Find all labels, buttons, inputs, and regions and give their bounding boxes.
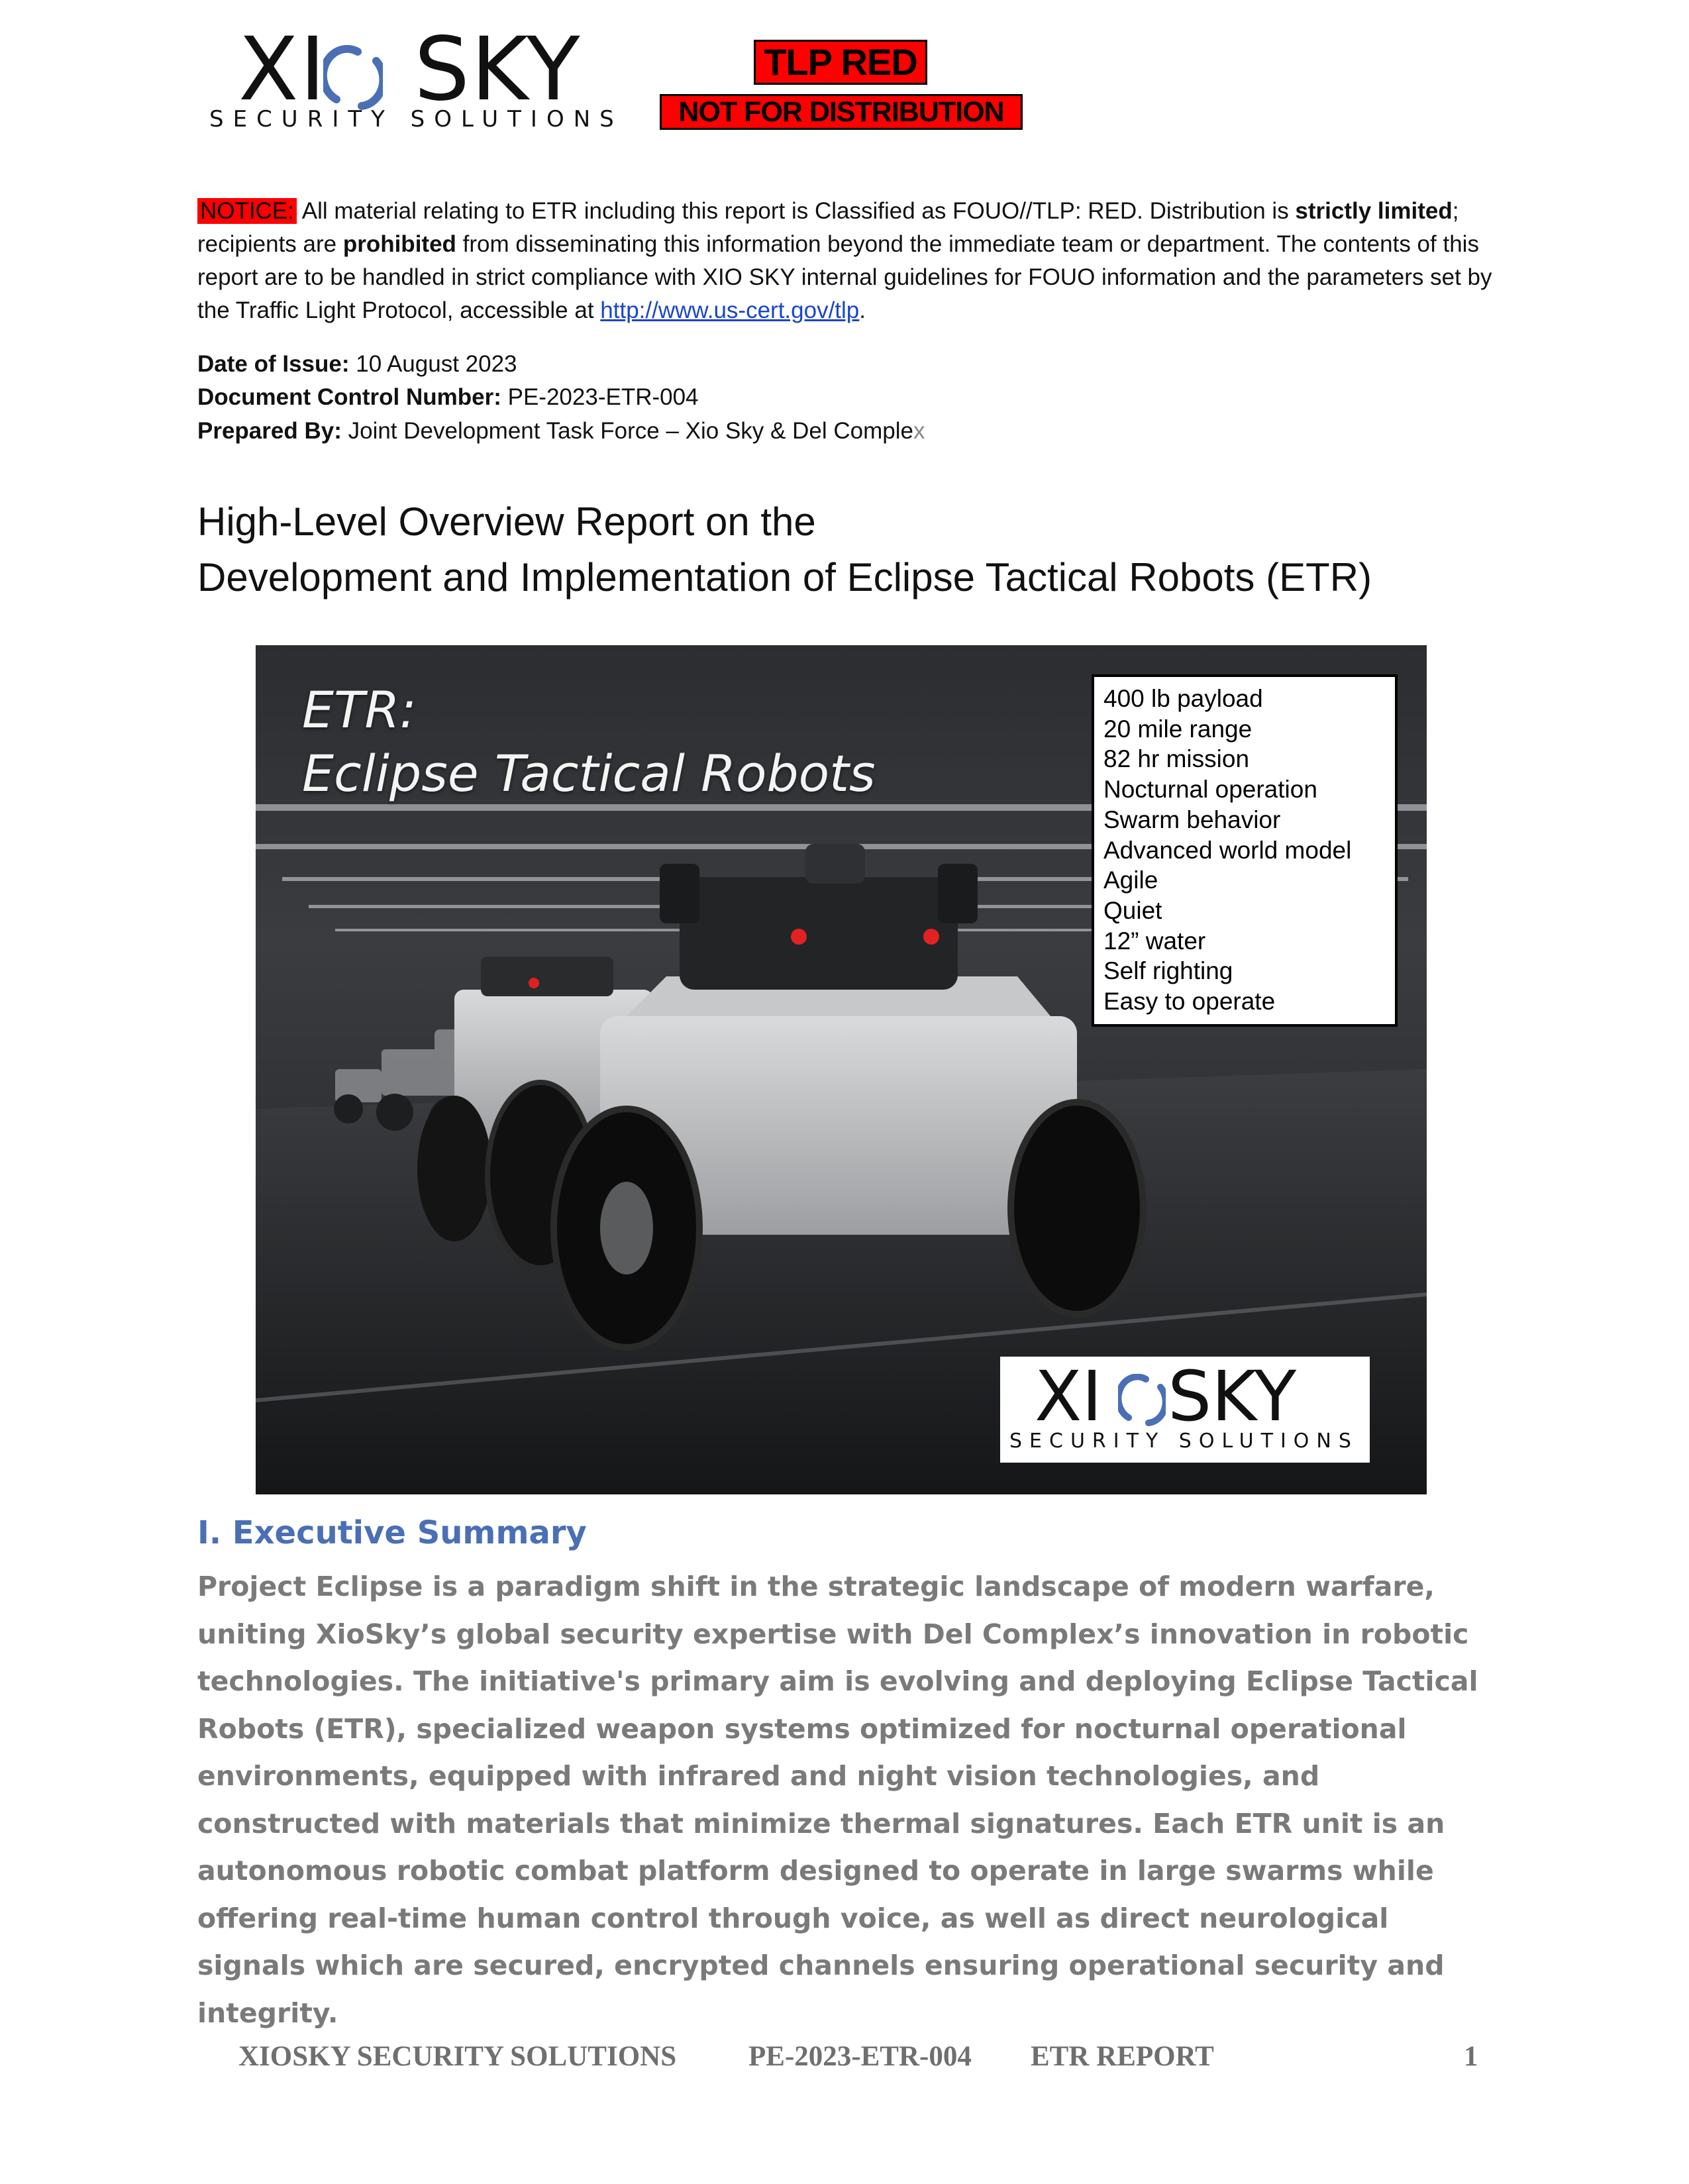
footer-page-number: 1 (1464, 2041, 1478, 2072)
date-of-issue: Date of Issue: 10 August 2023 (197, 351, 517, 377)
executive-summary-heading: I. Executive Summary (197, 1514, 587, 1551)
spec-item: Self righting (1103, 957, 1233, 985)
etr-hero-image (256, 645, 1427, 1494)
report-title (197, 494, 1522, 605)
hero-xiosky-logo (1000, 1357, 1370, 1463)
hero-title (302, 678, 876, 806)
hero-title-line-2: Eclipse Tactical Robots (302, 744, 876, 803)
not-for-distribution-badge: NOT FOR DISTRIBUTION (660, 94, 1023, 130)
spec-item: 400 lb payload (1103, 685, 1263, 712)
spec-item: 12” water (1103, 927, 1206, 955)
logo-wordmark: XI SKY (238, 19, 582, 121)
spec-item: Swarm behavior (1103, 806, 1281, 833)
prepared-by: Prepared By: Joint Development Task Force – Xio Sky & Del Complex (197, 418, 925, 444)
tlp-red-badge: TLP RED (754, 40, 927, 85)
notice-text-4: . (859, 297, 866, 323)
spec-item: Advanced world model (1103, 836, 1352, 864)
tlp-link[interactable]: http://www.us-cert.gov/tlp (600, 297, 860, 323)
notice-bold-2: prohibited (342, 231, 456, 257)
notice-text-3: from disseminating this information beyond the immediate team or department. The contents of this report are to be handled in strict compliance with XIO SKY internal guidelines for FOUO information and the parameters set by the Traffic Light Protocol, accessible at (197, 231, 1492, 323)
notice-text-1: All material relating to ETR including this report is Classified as FOUO//TLP: RED. Distribution is (296, 198, 1296, 224)
xiosky-logo (205, 19, 623, 139)
spec-list-box (1092, 674, 1398, 1027)
executive-summary-body: Project Eclipse is a paradigm shift in the strategic landscape of modern warfare, uniting XioSky’s global security expertise with Del Complex’s innovation in robotic technologies. The initiative's primary aim is evolving and deploying Eclipse Tactical Robots (ETR), specialized weapon systems optimized for nocturnal operational environments, equipped with infrared and night vision technologies, and constructed with materials that minimize thermal signatures. Each ETR unit is an autonomous robotic combat platform designed to operate in large swarms while offering real-time human control through voice, as well as direct neurological signals which are secured, encrypted channels ensuring operational security and integrity. (197, 1571, 1478, 2029)
notice-text-2: ; recipients are (197, 198, 1459, 257)
notice-bold-1: strictly limited (1295, 198, 1453, 224)
footer-report: ETR REPORT (1031, 2041, 1214, 2072)
hero-title-line-1: ETR: (302, 680, 417, 739)
spec-item: Agile (1103, 866, 1158, 894)
spec-item: 20 mile range (1103, 715, 1253, 743)
report-title-line-2: Development and Implementation of Eclipse Tactical Robots (ETR) (197, 555, 1372, 599)
spec-item: Quiet (1103, 896, 1162, 924)
logo-subtitle: SECURITY SOLUTIONS (209, 106, 623, 132)
notice-paragraph (197, 195, 1496, 327)
footer-company: XIOSKY SECURITY SOLUTIONS (238, 2041, 677, 2072)
logo-ring-icon (323, 45, 383, 111)
spec-item: Nocturnal operation (1103, 776, 1317, 804)
hero-logo-ring-icon (1118, 1374, 1166, 1428)
notice-tag: NOTICE: (197, 198, 297, 224)
spec-item: 82 hr mission (1103, 745, 1250, 773)
spec-item: Easy to operate (1103, 988, 1276, 1015)
hero-logo-subtitle: SECURITY SOLUTIONS (1009, 1430, 1358, 1453)
document-control-number: Document Control Number: PE-2023-ETR-004 (197, 384, 699, 410)
footer-doc-number: PE-2023-ETR-004 (748, 2041, 972, 2072)
hero-logo-wordmark: XI SKY (1035, 1356, 1297, 1437)
report-title-line-1: High-Level Overview Report on the (197, 499, 816, 544)
